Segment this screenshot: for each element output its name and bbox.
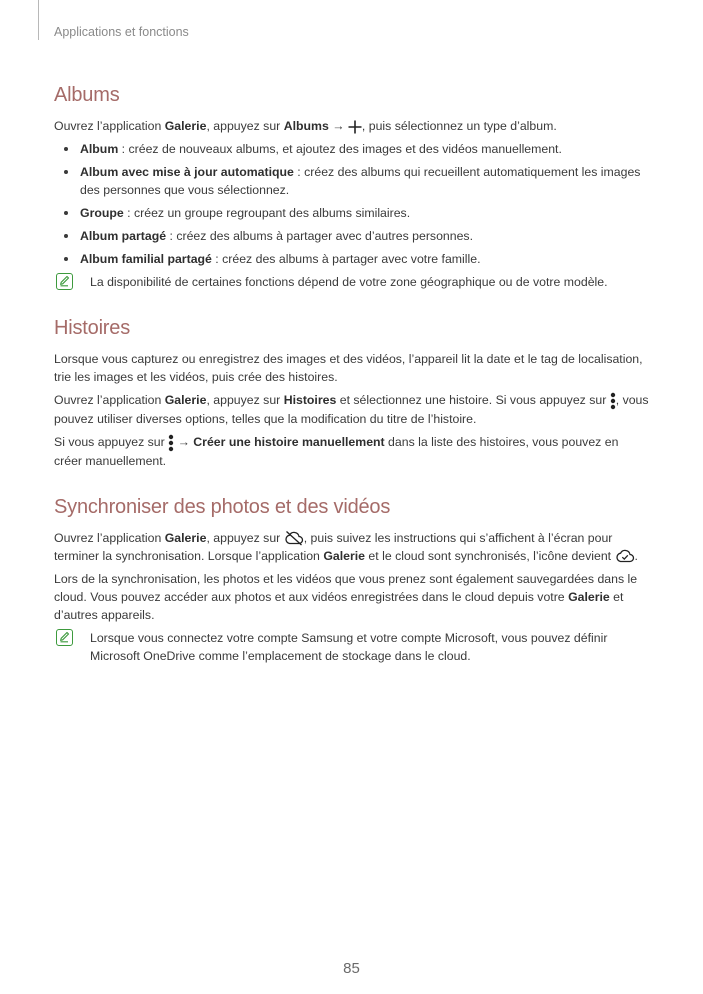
section-title-albums: Albums (54, 84, 120, 106)
albums-intro: Ouvrez l’application Galerie, appuyez sur Albums → , puis sélectionnez un type d’album. (54, 119, 557, 133)
header-rule (38, 0, 39, 40)
album-type-list (54, 140, 649, 268)
note-icon (56, 629, 73, 646)
sync-paragraph-1: Ouvrez l’application Galerie, appuyez sur , puis suivez les instructions qui s’affichent à l’écran pour terminer la synchronisation. Lorsque l’application Galerie et le cloud sont synchronisés, l’icône devient . (54, 530, 638, 563)
histoires-paragraph-3: Si vous appuyez sur → Créer une histoire manuellement dans la liste des histoires, vous pouvez en créer manuellement. (54, 434, 619, 468)
section-histoires (54, 315, 649, 470)
note-sync: Lorsque vous connectez votre compte Samsung et votre compte Microsoft, vous pouvez définir Microsoft OneDrive comme l’emplacement de stockage dans le cloud. (54, 629, 649, 665)
page-content (54, 82, 649, 665)
plus-icon (348, 120, 362, 134)
note-icon (56, 273, 73, 290)
list-item: Groupe : créez un groupe regroupant des albums similaires. (54, 204, 649, 222)
list-item: Album avec mise à jour automatique : créez des albums qui recueillent automatiquement les images des personnes que vous sélectionnez. (54, 163, 649, 199)
list-item: Album familial partagé : créez des albums à partager avec votre famille. (54, 250, 649, 268)
note-albums: La disponibilité de certaines fonctions dépend de votre zone géographique ou de votre modèle. (54, 273, 649, 291)
list-item: Album partagé : créez des albums à partager avec d’autres personnes. (54, 227, 649, 245)
running-header: Applications et fonctions (54, 25, 189, 39)
section-title-sync: Synchroniser des photos et des vidéos (54, 495, 391, 518)
section-sync (54, 494, 649, 665)
histoires-paragraph-2: Ouvrez l’application Galerie, appuyez sur Histoires et sélectionnez une histoire. Si vous appuyez sur , vous pouvez utiliser diverses options, telles que la modification du titre de l’histoire. (54, 393, 649, 426)
section-albums (54, 82, 649, 291)
sync-paragraph-2: Lors de la synchronisation, les photos et les vidéos que vous prenez sont également sauvegardées dans le cloud. Vous pouvez accéder aux photos et aux vidéos enregistrées dans le cloud depuis votre Galerie et d’autres appareils. (54, 571, 638, 622)
histoires-paragraph-1: Lorsque vous capturez ou enregistrez des images et des vidéos, l’appareil lit la date et le tag de localisation, trie les images et les vidéos, puis crée des histoires. (54, 352, 643, 384)
list-item: Album : créez de nouveaux albums, et ajoutez des images et des vidéos manuellement. (54, 140, 649, 158)
cloud-synced-icon (615, 548, 635, 564)
cloud-off-icon (284, 530, 304, 546)
section-title-histoires: Histoires (54, 317, 130, 339)
page-number: 85 (343, 960, 360, 977)
